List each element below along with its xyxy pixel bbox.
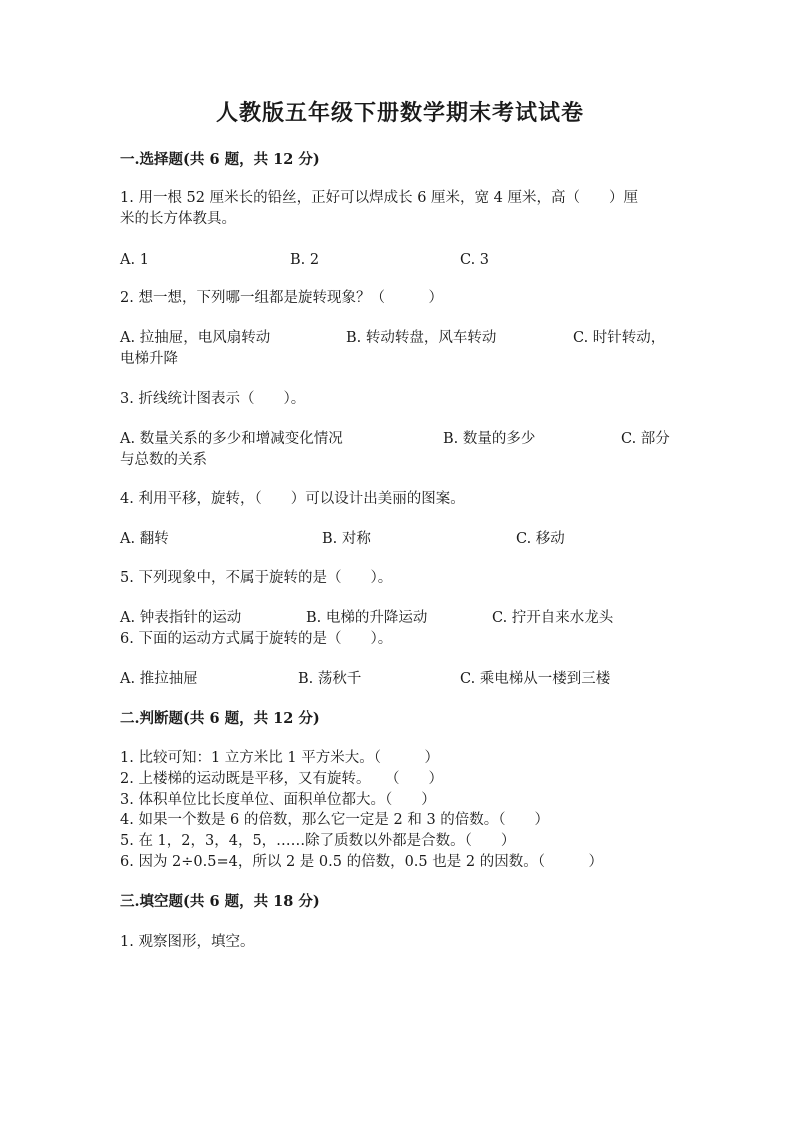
judgment-item-5: 5. 在 1，2，3，4，5，……除了质数以外都是合数。（ ） bbox=[120, 833, 516, 849]
question-6-text: 6. 下面的运动方式属于旋转的是（ ）。 bbox=[120, 631, 393, 647]
question-6-option-b: B. 荡秋千 bbox=[298, 671, 362, 687]
exam-title: 人教版五年级下册数学期末考试试卷 bbox=[215, 100, 584, 126]
question-4-option-a: A. 翻转 bbox=[120, 531, 169, 547]
question-3-option-a: A. 数量关系的多少和增减变化情况 bbox=[120, 431, 343, 447]
section-heading-judgment: 二.判断题(共 6 题，共 12 分) bbox=[120, 710, 320, 727]
judgment-item-4: 4. 如果一个数是 6 的倍数，那么它一定是 2 和 3 的倍数。（ ） bbox=[120, 812, 550, 828]
section-heading-choice: 一.选择题(共 6 题，共 12 分) bbox=[120, 151, 320, 168]
question-3-option-c-cont: 与总数的关系 bbox=[120, 452, 207, 468]
section-heading-fill-in: 三.填空题(共 6 题，共 18 分) bbox=[120, 893, 320, 910]
question-4-option-c: C. 移动 bbox=[516, 531, 565, 547]
question-3-option-c: C. 部分 bbox=[621, 431, 670, 447]
question-1-option-c: C. 3 bbox=[460, 252, 490, 268]
question-2-option-c-cont: 电梯升降 bbox=[120, 351, 178, 367]
question-3-text: 3. 折线统计图表示（ ）。 bbox=[120, 391, 306, 407]
judgment-item-1: 1. 比较可知：1 立方米比 1 平方米大。（ ） bbox=[120, 750, 439, 766]
question-1-option-a: A. 1 bbox=[120, 252, 149, 268]
question-6-option-a: A. 推拉抽屉 bbox=[120, 671, 198, 687]
judgment-item-2: 2. 上楼梯的运动既是平移，又有旋转。 （ ） bbox=[120, 771, 443, 787]
question-5-text: 5. 下列现象中，不属于旋转的是（ ）。 bbox=[120, 570, 393, 586]
question-1-option-b: B. 2 bbox=[290, 252, 320, 268]
question-4-option-b: B. 对称 bbox=[322, 531, 371, 547]
question-5-option-b: B. 电梯的升降运动 bbox=[306, 610, 428, 626]
question-1-line-1: 1. 用一根 52 厘米长的铅丝，正好可以焊成长 6 厘米，宽 4 厘米，高（ ）厘 bbox=[120, 190, 638, 206]
question-5-option-c: C. 拧开自来水龙头 bbox=[492, 610, 614, 626]
judgment-item-3: 3. 体积单位比长度单位、面积单位都大。（ ） bbox=[120, 792, 436, 808]
fill-in-question-1: 1. 观察图形，填空。 bbox=[120, 934, 255, 950]
question-4-text: 4. 利用平移，旋转，（ ）可以设计出美丽的图案。 bbox=[120, 491, 465, 507]
question-2-text: 2. 想一想，下列哪一组都是旋转现象？（ ） bbox=[120, 290, 443, 306]
question-2-option-b: B. 转动转盘，风车转动 bbox=[346, 330, 497, 346]
question-3-option-b: B. 数量的多少 bbox=[443, 431, 536, 447]
judgment-item-6: 6. 因为 2÷0.5=4，所以 2 是 0.5 的倍数，0.5 也是 2 的因数。（ ） bbox=[120, 854, 603, 870]
question-5-option-a: A. 钟表指针的运动 bbox=[120, 610, 242, 626]
question-1-line-2: 米的长方体教具。 bbox=[120, 211, 236, 227]
question-6-option-c: C. 乘电梯从一楼到三楼 bbox=[460, 671, 611, 687]
question-2-option-a: A. 拉抽屉，电风扇转动 bbox=[120, 330, 271, 346]
question-2-option-c: C. 时针转动， bbox=[573, 330, 666, 346]
